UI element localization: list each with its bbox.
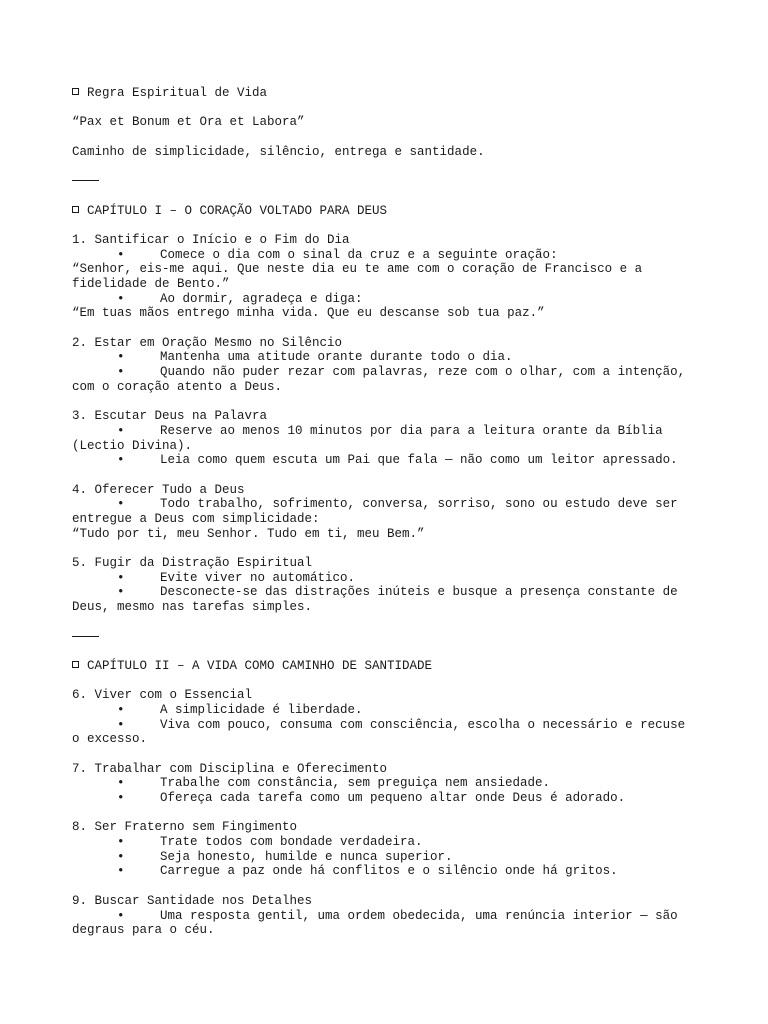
bullet-continuation: o excesso. (72, 732, 148, 747)
quote-text: “Senhor, eis-me aqui. Que neste dia eu te ame com o coração de Francisco e a (72, 262, 643, 277)
bullet-icon: • (117, 453, 125, 468)
tagline: Caminho de simplicidade, silêncio, entrega e santidade. (72, 144, 485, 159)
bullet-text: Uma resposta gentil, uma ordem obedecida, uma renúncia interior — são (160, 908, 678, 923)
quote-text: fidelidade de Bento.” (72, 276, 230, 291)
bullet-icon: • (117, 849, 125, 864)
bullet-icon: • (117, 247, 125, 262)
bullet-continuation: com o coração atento a Deus. (72, 379, 283, 394)
bullet-item (72, 585, 697, 600)
rule-heading: 6. Viver com o Essencial (72, 688, 253, 703)
section-divider (72, 174, 697, 189)
bullet-icon: • (117, 570, 125, 585)
divider-line (72, 180, 99, 181)
bullet-icon: • (117, 864, 125, 879)
bullet-item (72, 350, 697, 365)
bullet-text: Trate todos com bondade verdadeira. (160, 835, 423, 850)
bullet-text: Viva com pouco, consuma com consciência, escolha o necessário e recuse (160, 717, 686, 732)
bullet-icon: • (117, 497, 125, 512)
bullet-continuation: degraus para o céu. (72, 923, 215, 938)
rule-heading: 9. Buscar Santidade nos Detalhes (72, 893, 313, 908)
bullet-text: A simplicidade é liberdade. (160, 702, 363, 717)
bullet-item (72, 791, 697, 806)
bullet-text: Seja honesto, humilde e nunca superior. (160, 849, 453, 864)
bullet-text: Reserve ao menos 10 minutos por dia para a leitura orante da Bíblia (160, 423, 663, 438)
bullet-continuation: (Lectio Divina). (72, 438, 193, 453)
bullet-text: Quando não puder rezar com palavras, reze com o olhar, com a intenção, (160, 365, 686, 380)
rule-heading: 5. Fugir da Distração Espiritual (72, 556, 313, 570)
bullet-icon: • (117, 702, 125, 717)
rule-heading: 1. Santificar o Início e o Fim do Dia (72, 232, 350, 247)
bullet-item (72, 424, 697, 439)
bullet-icon: • (117, 908, 125, 923)
bullet-item (72, 571, 697, 586)
bullet-icon: • (117, 835, 125, 850)
bullet-continuation: entregue a Deus com simplicidade: (72, 511, 320, 526)
bullet-icon: • (117, 350, 125, 365)
quote-text: “Tudo por ti, meu Senhor. Tudo em ti, meu Bem.” (72, 526, 425, 541)
bullet-item (72, 292, 697, 307)
rule-heading: 4. Oferecer Tudo a Deus (72, 482, 245, 497)
rule-heading: 2. Estar em Oração Mesmo no Silêncio (72, 335, 343, 350)
bullet-item (72, 776, 697, 791)
document-page (72, 86, 697, 938)
document-title: Regra Espiritual de Vida (87, 86, 268, 100)
bullet-icon: • (117, 585, 125, 600)
bullet-text: Todo trabalho, sofrimento, conversa, sorriso, sono ou estudo deve ser (160, 497, 678, 512)
bullet-continuation: Deus, mesmo nas tarefas simples. (72, 600, 313, 615)
bullet-text: Leia como quem escuta um Pai que fala — não como um leitor apressado. (160, 453, 678, 468)
bullet-text: Comece o dia com o sinal da cruz e a seguinte oração: (160, 247, 558, 262)
bullet-item (72, 248, 697, 263)
bullet-icon: • (117, 776, 125, 791)
bullet-icon: • (117, 291, 125, 306)
bullet-text: Carregue a paz onde há conflitos e o silêncio onde há gritos. (160, 864, 618, 879)
quote-text: “Em tuas mãos entrego minha vida. Que eu descanse sob tua paz.” (72, 306, 545, 321)
bullet-text: Evite viver no automático. (160, 570, 356, 585)
bullet-text: Ao dormir, agradeça e diga: (160, 291, 363, 306)
bullet-item (72, 850, 697, 865)
bullet-item (72, 718, 697, 733)
bullet-item (72, 497, 697, 512)
bullet-text: Mantenha uma atitude orante durante todo o dia. (160, 350, 513, 365)
chapter-title: CAPÍTULO II – A VIDA COMO CAMINHO DE SANTIDADE (87, 658, 433, 673)
rule-heading: 7. Trabalhar com Disciplina e Oferecimento (72, 761, 388, 776)
square-bullet-icon (72, 206, 79, 213)
bullet-item (72, 835, 697, 850)
bullet-item (72, 703, 697, 718)
rule-heading: 3. Escutar Deus na Palavra (72, 409, 268, 424)
bullet-text: Trabalhe com constância, sem preguiça nem ansiedade. (160, 776, 551, 791)
bullet-text: Desconecte-se das distrações inúteis e busque a presença constante de (160, 585, 678, 600)
chapter-title-line (72, 204, 697, 219)
document-title-line (72, 86, 697, 101)
chapter-title: CAPÍTULO I – O CORAÇÃO VOLTADO PARA DEUS (87, 203, 388, 218)
rule-heading: 8. Ser Fraterno sem Fingimento (72, 820, 298, 835)
bullet-text: Ofereça cada tarefa como um pequeno altar onde Deus é adorado. (160, 791, 626, 805)
bullet-item (72, 453, 697, 468)
bullet-icon: • (117, 717, 125, 732)
square-bullet-icon (72, 88, 79, 95)
square-bullet-icon (72, 661, 79, 668)
bullet-icon: • (117, 791, 125, 805)
bullet-item (72, 909, 697, 924)
motto: “Pax et Bonum et Ora et Labora” (72, 115, 305, 130)
chapter-title-line (72, 659, 697, 674)
bullet-icon: • (117, 365, 125, 380)
divider-line (72, 636, 99, 637)
bullet-item (72, 864, 697, 879)
bullet-item (72, 365, 697, 380)
section-divider (72, 629, 697, 644)
bullet-icon: • (117, 423, 125, 438)
